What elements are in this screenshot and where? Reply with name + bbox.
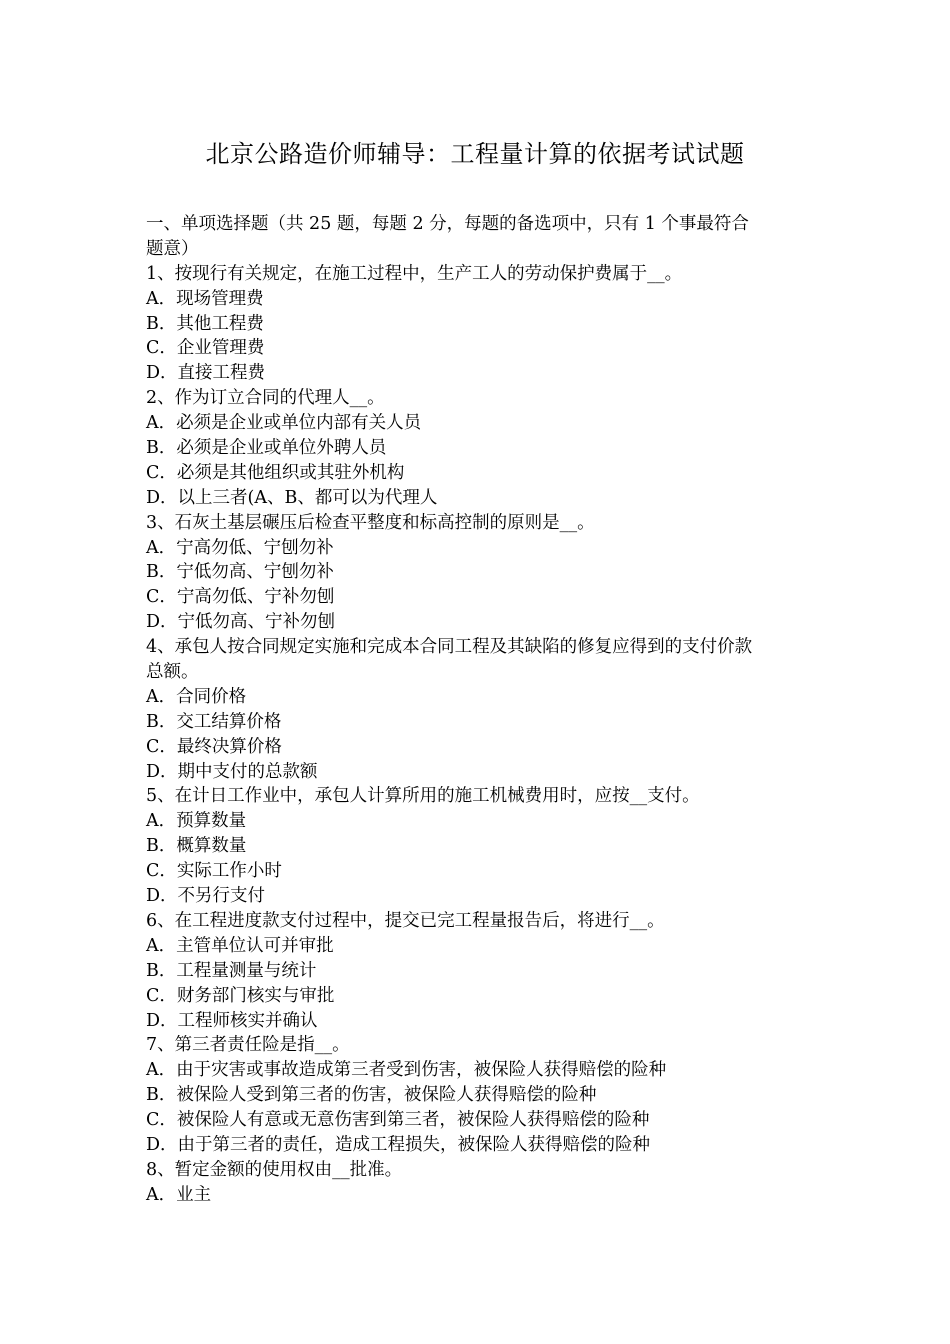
question-option: D．由于第三者的责任，造成工程损失，被保险人获得赔偿的险种 [146,1134,651,1155]
question-option: C．企业管理费 [146,338,265,359]
question-option: C．宁高勿低、宁补勿刨 [146,587,335,608]
question-stem-line-2: 总额。 [146,662,199,683]
question-option: D．以上三者(A、B、都可以为代理人 [146,487,438,508]
question-option: B．交工结算价格 [146,711,282,732]
question-stem: 3、石灰土基层碾压后检查平整度和标高控制的原则是__。 [146,512,595,533]
question-option: B．被保险人受到第三者的伤害，被保险人获得赔偿的险种 [146,1085,597,1106]
question-option: C．实际工作小时 [146,861,282,882]
section-heading-line-1: 一、单项选择题（共 25 题，每题 2 分，每题的备选项中，只有 1 个事最符合 [146,214,749,234]
document-title: 北京公路造价师辅导：工程量计算的依据考试试题 [205,140,745,168]
question-block [146,1158,808,1208]
question-option: B．宁低勿高、宁刨勿补 [146,562,334,583]
question-block [146,1033,808,1157]
question-option: D．不另行支付 [146,886,266,907]
question-stem-line-1: 4、承包人按合同规定实施和完成本合同工程及其缺陷的修复应得到的支付价款 [146,637,753,658]
question-block [146,386,808,510]
question-option: C．被保险人有意或无意伤害到第三者，被保险人获得赔偿的险种 [146,1110,650,1131]
question-option: D．宁低勿高、宁补勿刨 [146,612,336,633]
question-option: B．工程量测量与统计 [146,960,317,981]
question-block [146,784,808,908]
question-option: A．必须是企业或单位内部有关人员 [146,413,422,434]
question-block [146,262,808,386]
question-block [146,635,808,784]
question-option: A．现场管理费 [146,288,264,309]
question-stem: 8、暂定金额的使用权由__批准。 [146,1159,403,1180]
question-stem: 5、在计日工作业中，承包人计算所用的施工机械费用时，应按__支付。 [146,786,700,807]
question-option: D．期中支付的总款额 [146,761,318,782]
question-stem: 7、第三者责任险是指__。 [146,1035,350,1056]
question-option: A．预算数量 [146,811,247,832]
question-block [146,511,808,635]
question-stem: 1、按现行有关规定，在施工过程中，生产工人的劳动保护费属于__。 [146,263,683,284]
question-option: A．宁高勿低、宁刨勿补 [146,537,334,558]
question-option: A．主管单位认可并审批 [146,935,334,956]
question-stem: 6、在工程进度款支付过程中，提交已完工程量报告后，将进行__。 [146,910,665,931]
question-option: B．概算数量 [146,836,247,857]
question-option: D．直接工程费 [146,363,266,384]
section-heading-line-2: 题意） [146,238,199,259]
question-block [146,909,808,1033]
question-stem: 2、作为订立合同的代理人__。 [146,388,385,409]
question-option: C．必须是其他组织或其驻外机构 [146,462,405,483]
question-option: A．业主 [146,1184,212,1205]
question-option: A．合同价格 [146,686,247,707]
question-option: B．其他工程费 [146,313,264,334]
question-option: C．最终决算价格 [146,736,282,757]
question-option: C．财务部门核实与审批 [146,985,335,1006]
question-option: A．由于灾害或事故造成第三者受到伤害，被保险人获得赔偿的险种 [146,1060,667,1081]
question-option: D．工程师核实并确认 [146,1010,318,1031]
question-option: B．必须是企业或单位外聘人员 [146,438,387,459]
document-body [146,212,808,1208]
